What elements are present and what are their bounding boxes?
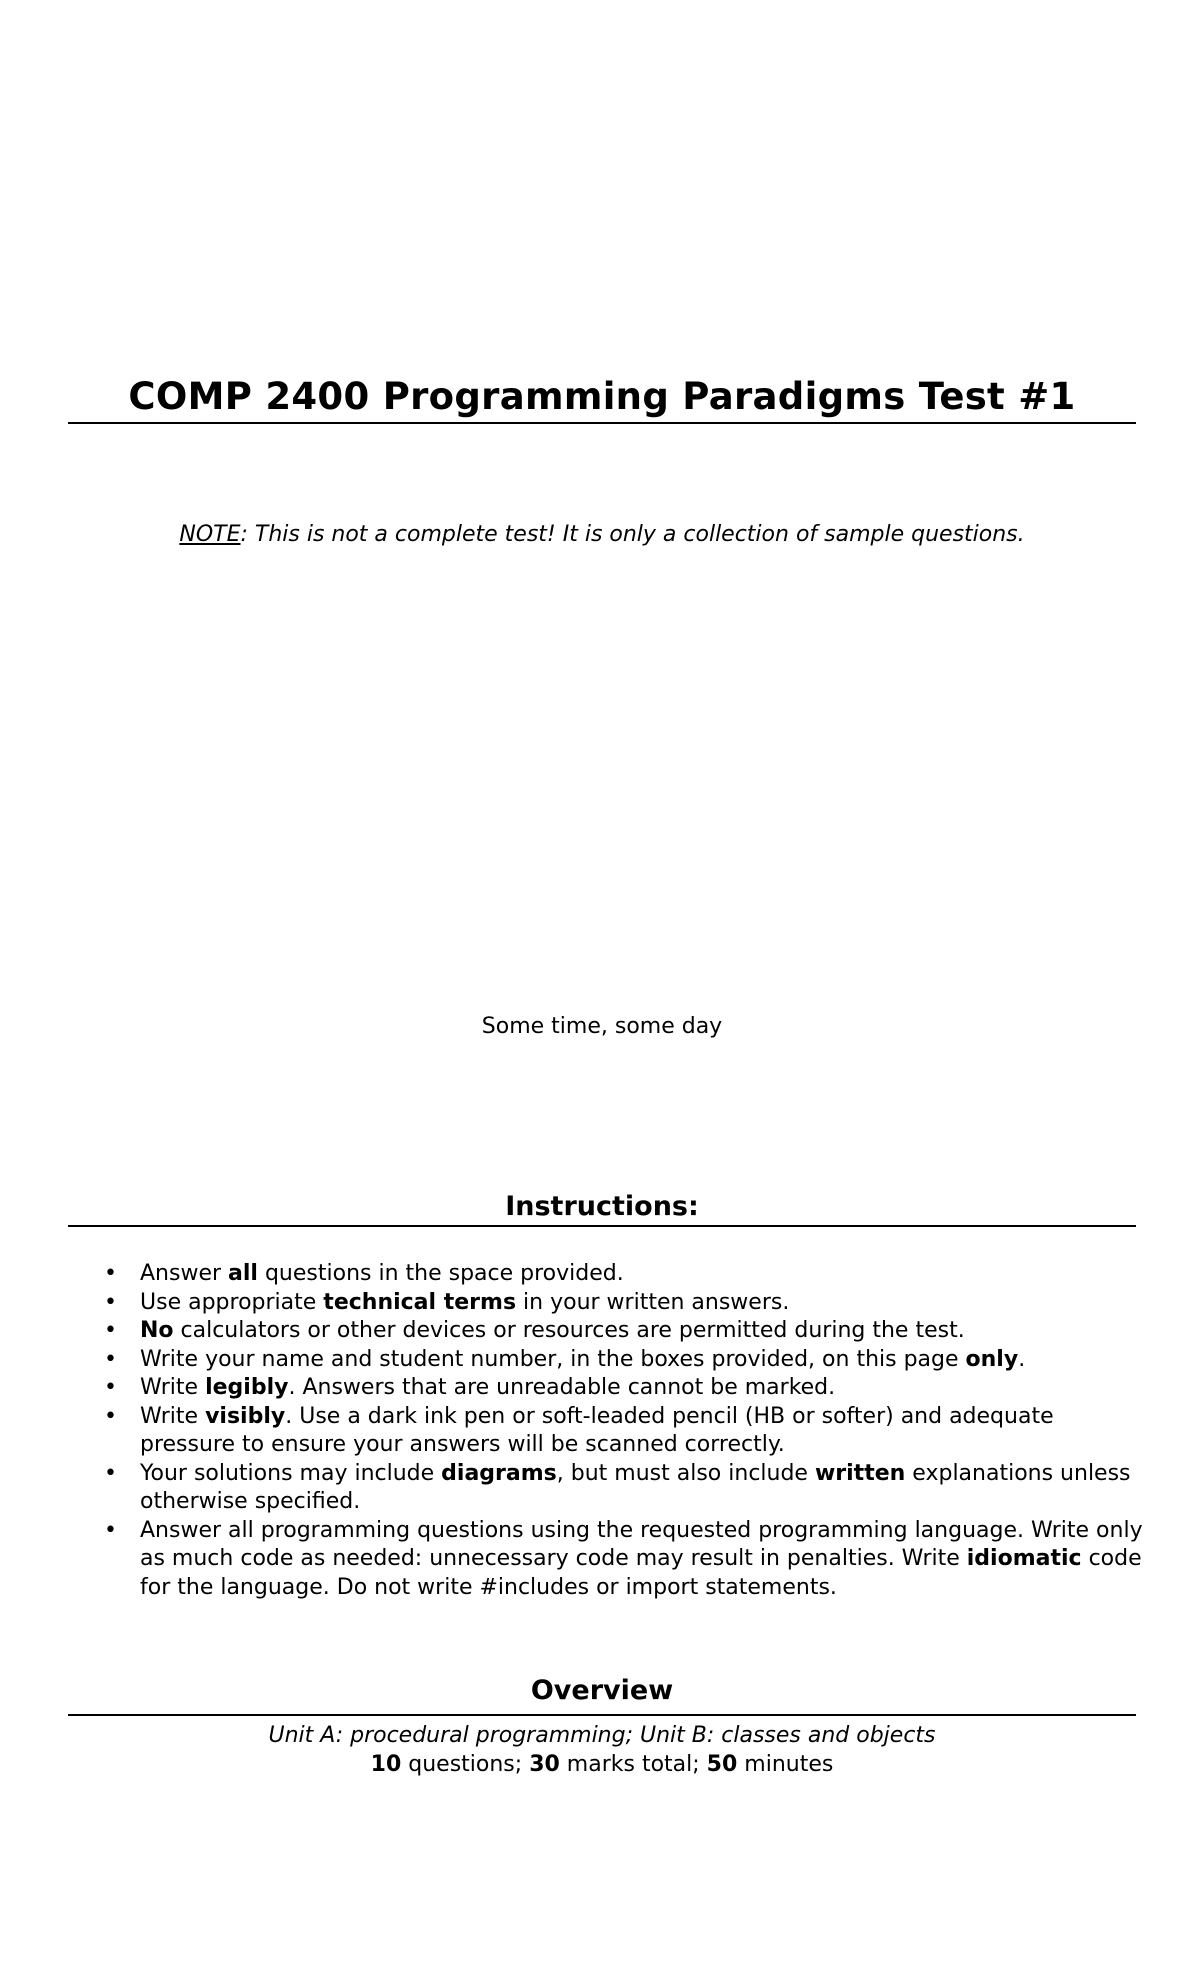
bullet-icon: • — [104, 1460, 117, 1486]
item-text: code for the language. Do not write #includes or import statements. — [140, 1546, 1142, 1600]
overview-units: Unit A: procedural programming; Unit B: classes and objects — [268, 1723, 936, 1748]
title-underline — [68, 422, 1136, 424]
item-emphasis: No — [140, 1318, 174, 1343]
marks-label: marks total; — [559, 1751, 707, 1777]
bullet-icon: • — [104, 1375, 117, 1400]
note-text: : This is not a complete test! It is only a collection of sample questions. — [240, 522, 1025, 547]
list-item — [104, 1374, 1144, 1403]
questions-count: 10 — [370, 1751, 402, 1777]
note-label: NOTE — [179, 522, 241, 547]
list-item — [104, 1517, 1144, 1603]
item-text: . Answers that are unreadable cannot be marked. — [288, 1375, 836, 1400]
list-item — [104, 1317, 1144, 1346]
bullet-icon: • — [104, 1403, 117, 1429]
item-text: explanations unless otherwise specified. — [140, 1460, 1131, 1514]
list-item — [104, 1260, 1144, 1289]
list-item — [104, 1289, 1144, 1318]
overview-underline — [68, 1714, 1136, 1716]
item-text: Answer all programming questions using the requested programming language. Write only as much code as needed: unnecessary code may result in penalties. Write — [140, 1517, 1143, 1571]
item-emphasis: only — [965, 1346, 1019, 1372]
instructions-heading: Instructions: — [505, 1191, 699, 1222]
overview-summary — [68, 1751, 1136, 1780]
page-title: COMP 2400 Programming Paradigms Test #1 — [128, 375, 1076, 418]
item-text: Use appropriate — [140, 1289, 324, 1315]
item-text: , but must also include — [556, 1460, 815, 1486]
item-text: in your written answers. — [516, 1289, 790, 1315]
overview-details — [68, 1722, 1136, 1779]
item-text: Your solutions may include — [140, 1460, 442, 1486]
instructions-underline — [68, 1225, 1136, 1227]
item-emphasis: visibly — [205, 1403, 286, 1429]
item-text: Answer — [140, 1261, 229, 1286]
item-text: Write your name and student number, in the boxes provided, on this page — [140, 1346, 966, 1372]
item-emphasis: all — [228, 1261, 258, 1286]
bullet-icon: • — [104, 1289, 117, 1315]
item-text: calculators or other devices or resources are permitted during the test. — [173, 1318, 965, 1343]
item-text: Write — [140, 1403, 206, 1429]
item-emphasis: legibly — [205, 1375, 289, 1400]
test-date: Some time, some day — [481, 1014, 723, 1039]
overview-heading: Overview — [530, 1675, 674, 1706]
marks-count: 30 — [529, 1751, 560, 1777]
item-text: . — [1018, 1346, 1026, 1372]
list-item — [104, 1403, 1144, 1460]
minutes-count: 50 — [706, 1751, 738, 1777]
bullet-icon: • — [104, 1346, 117, 1372]
instructions-list — [104, 1260, 1144, 1602]
list-item — [104, 1460, 1144, 1517]
item-emphasis: diagrams — [441, 1460, 557, 1486]
bullet-icon: • — [104, 1261, 117, 1286]
item-text: . Use a dark ink pen or soft-leaded pencil (HB or softer) and adequate pressure to ensure your answers will be scanned correctly. — [140, 1403, 1054, 1457]
questions-label: questions; — [401, 1751, 530, 1777]
bullet-icon: • — [104, 1318, 117, 1343]
note-line — [68, 520, 1136, 550]
item-text: Write — [140, 1375, 206, 1400]
list-item — [104, 1346, 1144, 1375]
item-emphasis: idiomatic — [966, 1546, 1082, 1571]
item-emphasis: written — [814, 1460, 906, 1486]
bullet-icon: • — [104, 1517, 117, 1543]
item-text: questions in the space provided. — [257, 1261, 624, 1286]
minutes-label: minutes — [737, 1751, 834, 1777]
item-emphasis: technical terms — [323, 1289, 517, 1315]
